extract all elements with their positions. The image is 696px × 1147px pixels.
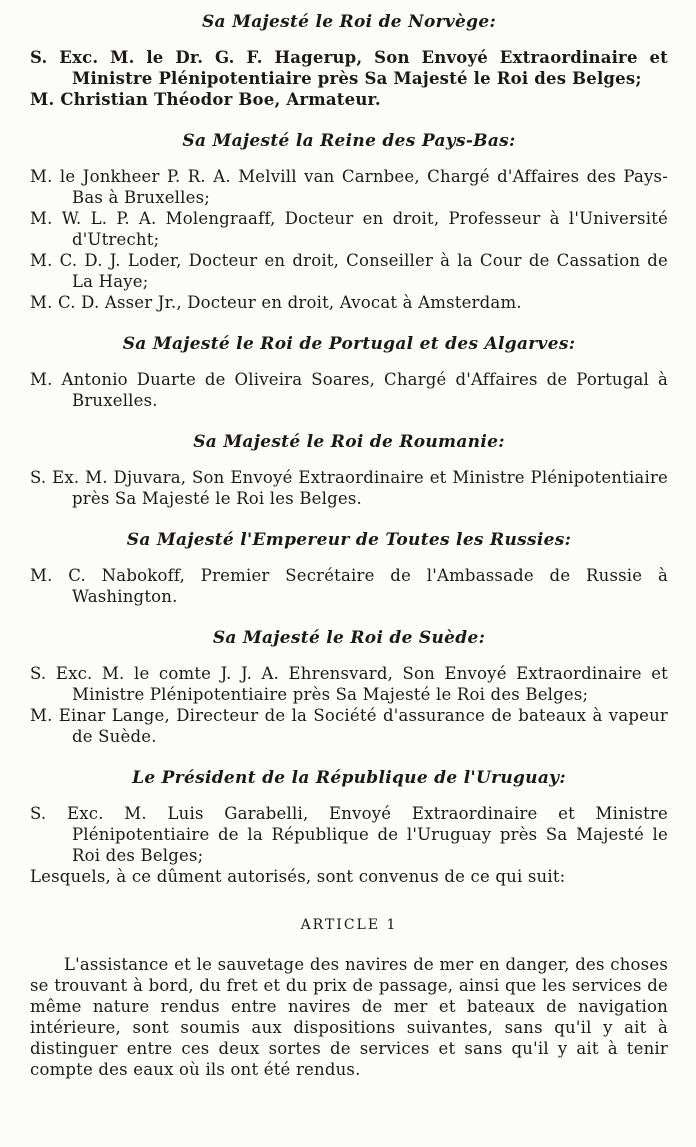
article-paragraph: L'assistance et le sauvetage des navires de mer en danger, des choses se trouvant à bord, du fret et du prix de passage, ainsi que les services de même nature rendus entre navires de mer et bateaux de navigation intérieure, sont soumis aux dispositions suivantes, sans qu'il y ait à distinguer entre ces deux sortes de services et sans qu'il y ait à tenir compte des eaux où ils ont été rendus.: [30, 955, 668, 1079]
closing-line: Lesquels, à ce dûment autorisés, sont convenus de ce qui suit:: [30, 867, 566, 886]
royal-title-heading: Sa Majesté le Roi de Roumanie:: [193, 432, 505, 452]
royal-title-heading: Sa Majesté la Reine des Pays-Bas:: [182, 131, 516, 151]
section-sweden: [30, 628, 668, 747]
royal-title-heading: Sa Majesté le Roi de Portugal et des Algarves:: [122, 334, 576, 354]
royal-title-heading: Sa Majesté l'Empereur de Toutes les Russies:: [126, 530, 572, 550]
section-uruguay: [30, 768, 668, 887]
section-norway: [30, 12, 668, 110]
delegate-entry: M. C. D. Asser Jr., Docteur en droit, Avocat à Amsterdam.: [30, 293, 522, 312]
article-heading: ARTICLE 1: [300, 917, 398, 933]
section-russia: [30, 530, 668, 607]
section-portugal: [30, 334, 668, 411]
delegate-entry: S. Exc. M. le Dr. G. F. Hagerup, Son Envoyé Extraordinaire et Ministre Plénipotentiaire près Sa Majesté le Roi des Belges;: [30, 48, 668, 88]
delegate-entry: M. C. D. J. Loder, Docteur en droit, Conseiller à la Cour de Cassation de La Haye;: [30, 251, 668, 291]
section-article-1: [30, 915, 668, 1080]
delegate-entry: S. Ex. M. Djuvara, Son Envoyé Extraordinaire et Ministre Plénipotentiaire près Sa Majesté le Roi les Belges.: [30, 468, 668, 508]
delegate-entry: M. Christian Théodor Boe, Armateur.: [30, 90, 381, 109]
delegate-entry: M. le Jonkheer P. R. A. Melvill van Carnbee, Chargé d'Affaires des Pays-Bas à Bruxelles;: [30, 167, 668, 207]
section-netherlands: [30, 131, 668, 313]
delegate-entry: M. C. Nabokoff, Premier Secrétaire de l'Ambassade de Russie à Washington.: [30, 566, 668, 606]
royal-title-heading: Sa Majesté le Roi de Norvège:: [201, 12, 497, 32]
royal-title-heading: Sa Majesté le Roi de Suède:: [212, 628, 486, 648]
delegate-entry: S. Exc. M. Luis Garabelli, Envoyé Extraordinaire et Ministre Plénipotentiaire de la République de l'Uruguay près Sa Majesté le Roi des Belges;: [30, 804, 668, 865]
delegate-entry: M. Einar Lange, Directeur de la Société d'assurance de bateaux à vapeur de Suède.: [30, 706, 668, 746]
royal-title-heading: Le Président de la République de l'Uruguay:: [132, 768, 566, 788]
delegate-entry: M. W. L. P. A. Molengraaff, Docteur en droit, Professeur à l'Université d'Utrecht;: [30, 209, 668, 249]
delegate-entry: M. Antonio Duarte de Oliveira Soares, Chargé d'Affaires de Portugal à Bruxelles.: [30, 370, 668, 410]
delegate-entry: S. Exc. M. le comte J. J. A. Ehrensvard, Son Envoyé Extraordinaire et Ministre Plénipotentiaire près Sa Majesté le Roi des Belges;: [30, 664, 668, 704]
section-romania: [30, 432, 668, 509]
